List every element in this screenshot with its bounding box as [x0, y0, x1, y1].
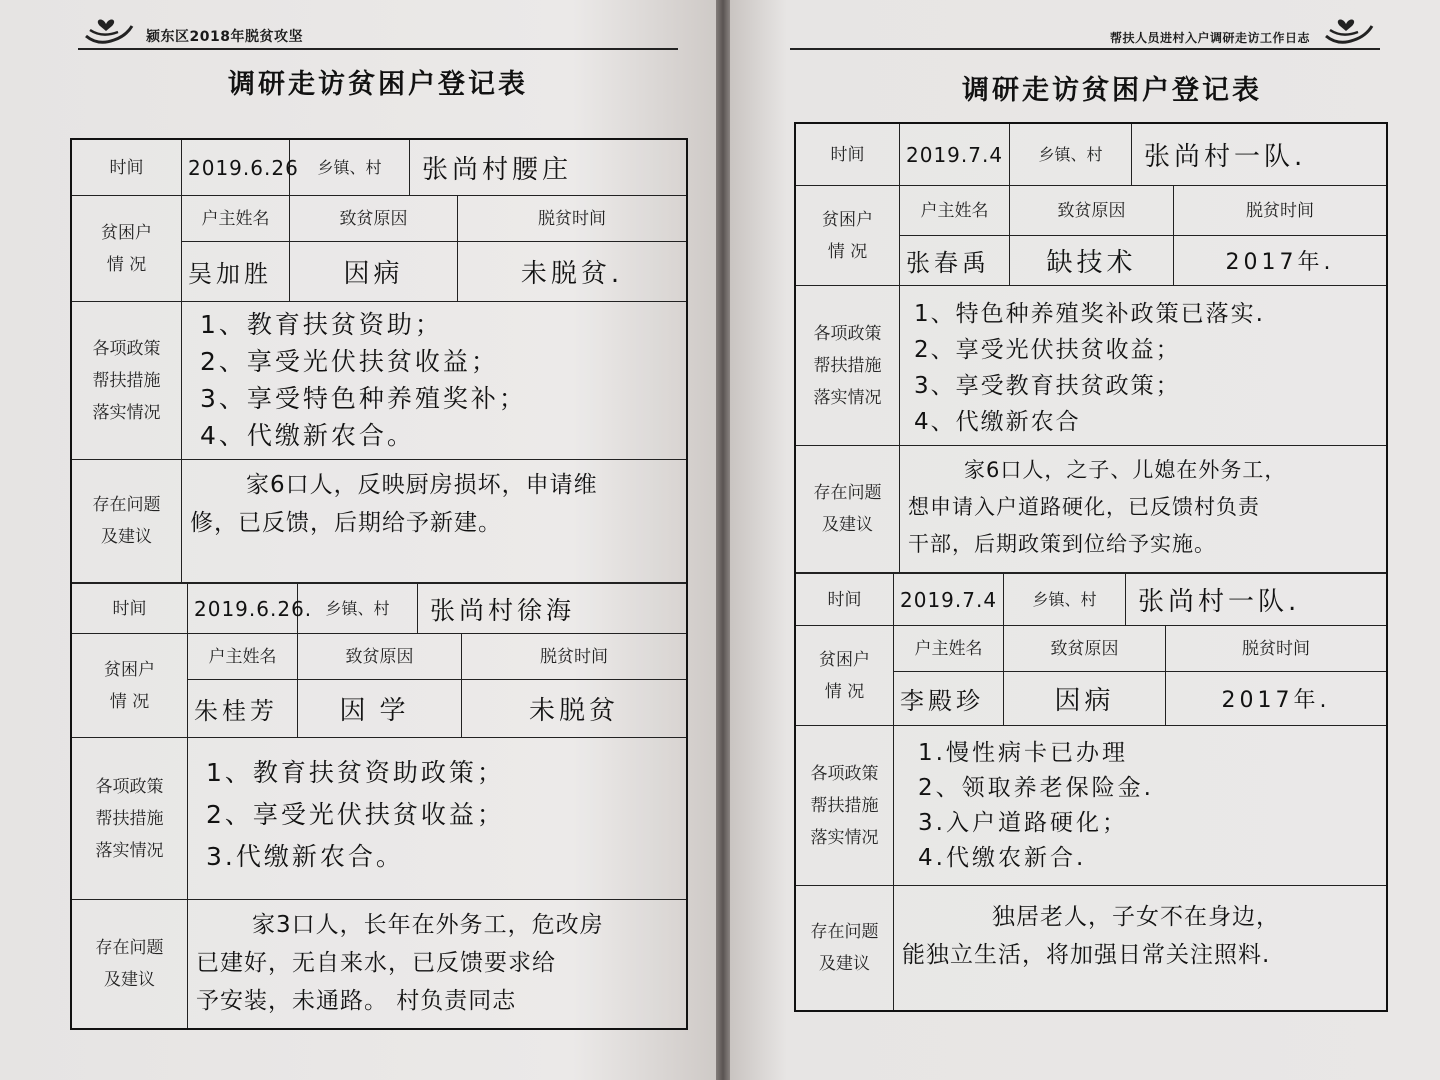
- issue-label: [796, 886, 894, 1010]
- policy-list: [188, 738, 686, 900]
- village-label: 乡镇、村: [298, 584, 418, 634]
- issue-line: 独居老人，子女不在身边，: [992, 904, 1280, 930]
- policy-label: [72, 738, 188, 900]
- policy-label-line: 帮扶措施: [810, 795, 879, 816]
- policy-label-line: 帮扶措施: [95, 808, 164, 829]
- issue-label: [72, 460, 182, 584]
- issue-label: [796, 446, 900, 574]
- policy-item: 2、享受光伏扶贫收益；: [200, 347, 499, 376]
- owner-name: 朱桂芳: [188, 680, 298, 738]
- household-label-line: 情 况: [106, 254, 147, 275]
- cause-value: 因病: [290, 242, 458, 302]
- header-text: 帮扶人员进村入户调研走访工作日志: [1109, 31, 1310, 45]
- policy-item: 2、享受光伏扶贫收益；: [914, 337, 1181, 363]
- cause-value: 因学: [298, 680, 462, 738]
- issue-label-line: 存在问题: [92, 495, 161, 515]
- exit-time-label: 脱贫时间: [458, 196, 686, 242]
- cause-label: 致贫原因: [1010, 186, 1174, 236]
- time-label: 时间: [72, 140, 182, 196]
- policy-label-line: 落实情况: [813, 387, 882, 408]
- issue-line: 想申请入户道路硬化，已反馈村负责: [908, 495, 1260, 519]
- policy-item: 2、享受光伏扶贫收益；: [206, 800, 505, 829]
- household-label-line: 情 况: [827, 241, 868, 262]
- issue-line: 已建好，无自来水，已反馈要求给: [196, 950, 556, 976]
- policy-item: 3.入户道路硬化；: [918, 810, 1128, 836]
- household-label-line: 情 况: [109, 691, 150, 712]
- owner-name: 张春禹: [900, 236, 1010, 286]
- cause-label: 致贫原因: [1004, 626, 1166, 672]
- policy-item: 2、领取养老保险金.: [918, 775, 1154, 801]
- issue-line: 家6口人，之子、儿媳在外务工，: [964, 458, 1287, 482]
- policy-label: [72, 302, 182, 460]
- cause-value: 因病: [1004, 672, 1166, 726]
- registration-form: [70, 138, 688, 1030]
- household-label-line: 情 况: [824, 681, 865, 702]
- village-value: 张尚村徐海: [418, 584, 686, 634]
- issue-label-line: 存在问题: [810, 922, 879, 942]
- issue-text: [900, 446, 1386, 574]
- owner-name-label: 户主姓名: [188, 634, 298, 680]
- policy-label-line: 帮扶措施: [92, 370, 161, 391]
- exit-time-value: 未脱贫.: [458, 242, 686, 302]
- exit-time-label: 脱贫时间: [462, 634, 686, 680]
- policy-list: [182, 302, 686, 460]
- policy-item: 3.代缴新农合。: [206, 842, 404, 871]
- owner-name: 吴加胜: [182, 242, 290, 302]
- policy-label: [796, 726, 894, 886]
- issue-line: 家3口人，长年在外务工，危改房: [252, 912, 604, 938]
- time-label: 时间: [796, 574, 894, 626]
- issue-label-line: 及建议: [104, 970, 155, 990]
- village-label: 乡镇、村: [290, 140, 410, 196]
- right-page-header: [790, 10, 1380, 54]
- header-rule: [790, 48, 1380, 50]
- issue-line: 能独立生活，将加强日常关注照料.: [902, 942, 1271, 968]
- time-value: 2019.6.26: [182, 140, 290, 196]
- issue-line: 予安装，未通路。 村负责同志: [196, 988, 517, 1014]
- left-page: [0, 0, 716, 1080]
- household-label-line: 贫困户: [104, 659, 155, 680]
- village-label: 乡镇、村: [1010, 124, 1132, 186]
- issue-text: [894, 886, 1386, 1010]
- right-page: [730, 0, 1440, 1080]
- household-label-line: 贫困户: [819, 649, 870, 670]
- time-value: 2019.7.4: [900, 124, 1010, 186]
- issue-text: [182, 460, 686, 584]
- policy-label-line: 各项政策: [92, 338, 161, 359]
- policy-item: 3、享受特色种养殖奖补；: [200, 384, 527, 413]
- household-label: [72, 634, 188, 738]
- policy-label-line: 落实情况: [810, 827, 879, 848]
- household-label-line: 贫困户: [101, 222, 152, 243]
- owner-name-label: 户主姓名: [894, 626, 1004, 672]
- issue-label-line: 存在问题: [813, 483, 882, 503]
- household-label: [796, 626, 894, 726]
- cause-value: 缺技术: [1010, 236, 1174, 286]
- exit-time-label: 脱贫时间: [1174, 186, 1386, 236]
- policy-item: 4.代缴农新合.: [918, 845, 1087, 871]
- header-text: 颍东区2018年脱贫攻坚: [146, 29, 303, 45]
- issue-line: 家6口人，反映厨房损坏，申请维: [246, 472, 598, 498]
- village-value: 张尚村一队.: [1132, 124, 1386, 186]
- issue-label: [72, 900, 188, 1028]
- owner-name-label: 户主姓名: [900, 186, 1010, 236]
- time-value: 2019.7.4: [894, 574, 1004, 626]
- policy-label-line: 各项政策: [810, 763, 879, 784]
- policy-item: 1、教育扶贫资助；: [200, 310, 443, 339]
- time-label: 时间: [796, 124, 900, 186]
- policy-label-line: 落实情况: [95, 840, 164, 861]
- hands-heart-icon: [80, 12, 136, 48]
- village-label: 乡镇、村: [1004, 574, 1126, 626]
- header-rule: [78, 48, 678, 50]
- exit-time-label: 脱贫时间: [1166, 626, 1386, 672]
- policy-list: [894, 726, 1386, 886]
- owner-name: 李殿珍: [894, 672, 1004, 726]
- page-title: 调研走访贫困户登记表: [228, 69, 528, 100]
- policy-label: [796, 286, 900, 446]
- policy-item: 4、代缴新农合。: [200, 421, 415, 450]
- exit-time-value: 2017年.: [1174, 236, 1386, 286]
- policy-label-line: 帮扶措施: [813, 355, 882, 376]
- household-label: [72, 196, 182, 302]
- issue-line: 修，已反馈，后期给予新建。: [190, 510, 502, 536]
- hands-heart-icon: [1320, 12, 1376, 48]
- exit-time-value: 2017年.: [1166, 672, 1386, 726]
- policy-label-line: 落实情况: [92, 402, 161, 423]
- cause-label: 致贫原因: [298, 634, 462, 680]
- policy-item: 3、享受教育扶贫政策；: [914, 373, 1181, 399]
- household-label: [796, 186, 900, 286]
- page-title: 调研走访贫困户登记表: [962, 75, 1262, 106]
- policy-item: 1、教育扶贫资助政策；: [206, 758, 505, 787]
- registration-form: [794, 122, 1388, 1012]
- time-label: 时间: [72, 584, 188, 634]
- issue-line: 干部，后期政策到位给予实施。: [908, 532, 1216, 556]
- policy-item: 4、代缴新农合: [914, 409, 1081, 435]
- issue-label-line: 及建议: [822, 515, 873, 535]
- issue-label-line: 及建议: [101, 527, 152, 547]
- policy-label-line: 各项政策: [813, 323, 882, 344]
- cause-label: 致贫原因: [290, 196, 458, 242]
- issue-label-line: 存在问题: [95, 938, 164, 958]
- policy-label-line: 各项政策: [95, 776, 164, 797]
- policy-item: 1.慢性病卡已办理: [918, 740, 1128, 766]
- issue-label-line: 及建议: [819, 954, 870, 974]
- village-value: 张尚村腰庄: [410, 140, 686, 196]
- policy-list: [900, 286, 1386, 446]
- village-value: 张尚村一队.: [1126, 574, 1386, 626]
- exit-time-value: 未脱贫: [462, 680, 686, 738]
- issue-text: [188, 900, 686, 1028]
- household-label-line: 贫困户: [822, 209, 873, 230]
- time-value: 2019.6.26.: [188, 584, 298, 634]
- owner-name-label: 户主姓名: [182, 196, 290, 242]
- left-page-header: [78, 10, 678, 54]
- policy-item: 1、特色种养殖奖补政策已落实.: [914, 301, 1265, 327]
